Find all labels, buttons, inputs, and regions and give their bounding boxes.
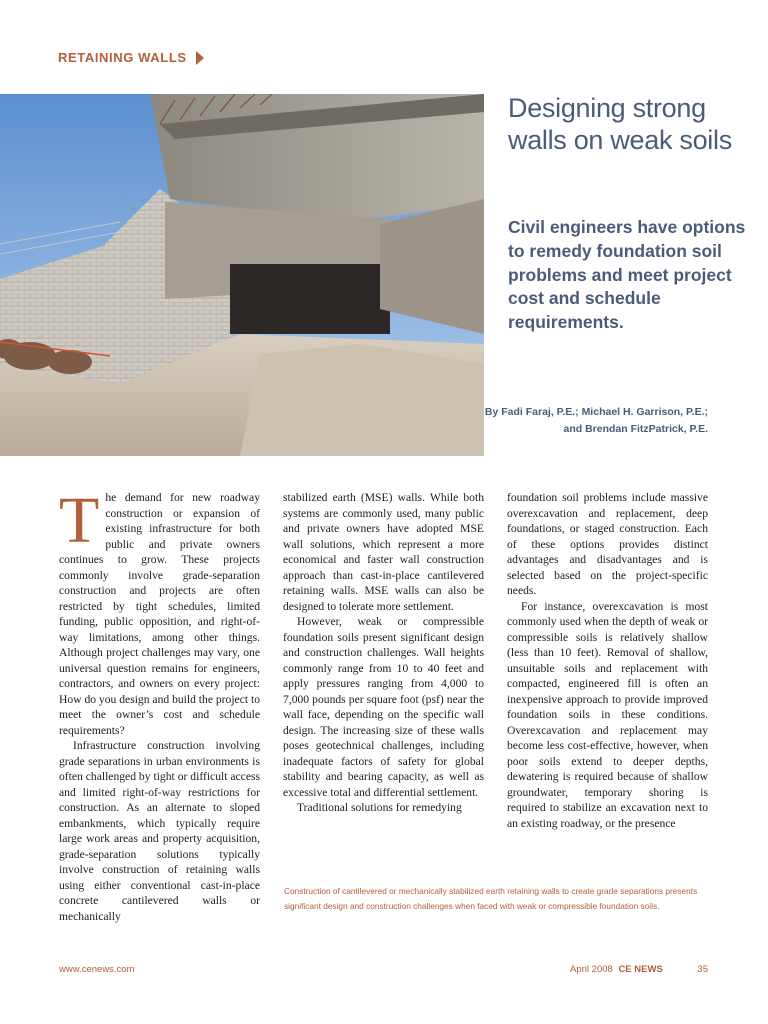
photo-caption: Construction of cantilevered or mechanically stabilized earth retaining walls to create grade separations presents significant design and construction challenges when faced with weak or compressible foundation soils. <box>284 886 698 911</box>
footer-date: April 2008 <box>570 964 613 975</box>
triangle-right-icon <box>196 51 204 65</box>
body-paragraph: For instance, overexcavation is most commonly used when the depth of weak or compressible soils is relatively shallow (less than 10 feet). Removal of shallow, unsuitable soils and replacement with compacted, engineered fill is often an inexpensive approach to provide improved foundation soils in these conditions. Overexcavation and replacement may become less cost-effective, however, when poor soils extend to deeper depths, dewatering is required because of shallow groundwater, temporary shoring is required to stabilize an excavation next to an existing roadway, or the presence <box>507 599 708 830</box>
drop-cap: T <box>59 484 100 557</box>
retaining-wall-photo <box>0 94 484 456</box>
footer-info <box>570 964 708 975</box>
body-paragraph: foundation soil problems include massive overexcavation and replacement, deep foundations, or staged construction. Each of these options provides distinct advantages and disadvantages and is selected based on the project-specific needs. <box>507 491 708 597</box>
body-column-1 <box>59 484 260 924</box>
body-paragraph: The demand for new roadway construction or expansion of existing infrastructure for both public and private owners continues to grow. These projects commonly involve grade-separation construction and projects are often restricted by tight schedules, limited funding, public opposition, and right-of-way limitations, among other things. Although project challenges may vary, one universal question remains for engineers, contractors, and owners on every project: How do you design and build the project to meet the owner’s cost and schedule requirements? <box>59 484 260 737</box>
body-column-3 <box>507 490 708 831</box>
body-column-2 <box>283 490 484 816</box>
headline: Designing strong walls on weak soils <box>508 93 732 155</box>
section-tag <box>58 50 204 65</box>
footer-publication: CE NEWS <box>618 964 663 975</box>
page-number: 35 <box>697 964 708 975</box>
byline-line-2: and Brendan FitzPatrick, P.E. <box>563 423 708 435</box>
body-paragraph: However, weak or compressible foundation soils present significant design and construction challenges. Wall heights commonly range from 10 to 40 feet and apply pressures ranging from 4,000 to 7,000 pounds per square foot (psf) near the wall face, depending on the specific wall design. The increasing size of these walls poses geotechnical challenges, including inadequate factors of safety for global stability and bearing capacity, as well as excessive total and differential settlement. <box>283 615 484 799</box>
body-paragraph: Traditional solutions for remedying <box>297 801 462 814</box>
body-paragraph: stabilized earth (MSE) walls. While both systems are commonly used, many public and private owners have adopted MSE wall solutions, which represent a more economical and faster wall construction approach than cast-in-place cantilevered retaining walls. MSE walls can also be designed to tolerate more settlement. <box>283 491 484 613</box>
byline <box>448 404 708 438</box>
section-label: RETAINING WALLS <box>58 50 187 65</box>
dek: Civil engineers have options to remedy foundation soil problems and meet project cost and schedule requirements. <box>508 217 746 333</box>
body-paragraph: Infrastructure construction involving grade separations in urban environments is often challenged by tight or difficult access and limited right-of-way restrictions for construction. As an alternate to sloped embankments, which typically require large work areas and property acquisition, grade-separation solutions typically involve construction of retaining walls using either conventional cast-in-place concrete cantilevered walls or mechanically <box>59 739 260 923</box>
footer-website: www.cenews.com <box>59 964 135 975</box>
byline-line-1: By Fadi Faraj, P.E.; Michael H. Garrison, P.E.; <box>484 406 708 418</box>
